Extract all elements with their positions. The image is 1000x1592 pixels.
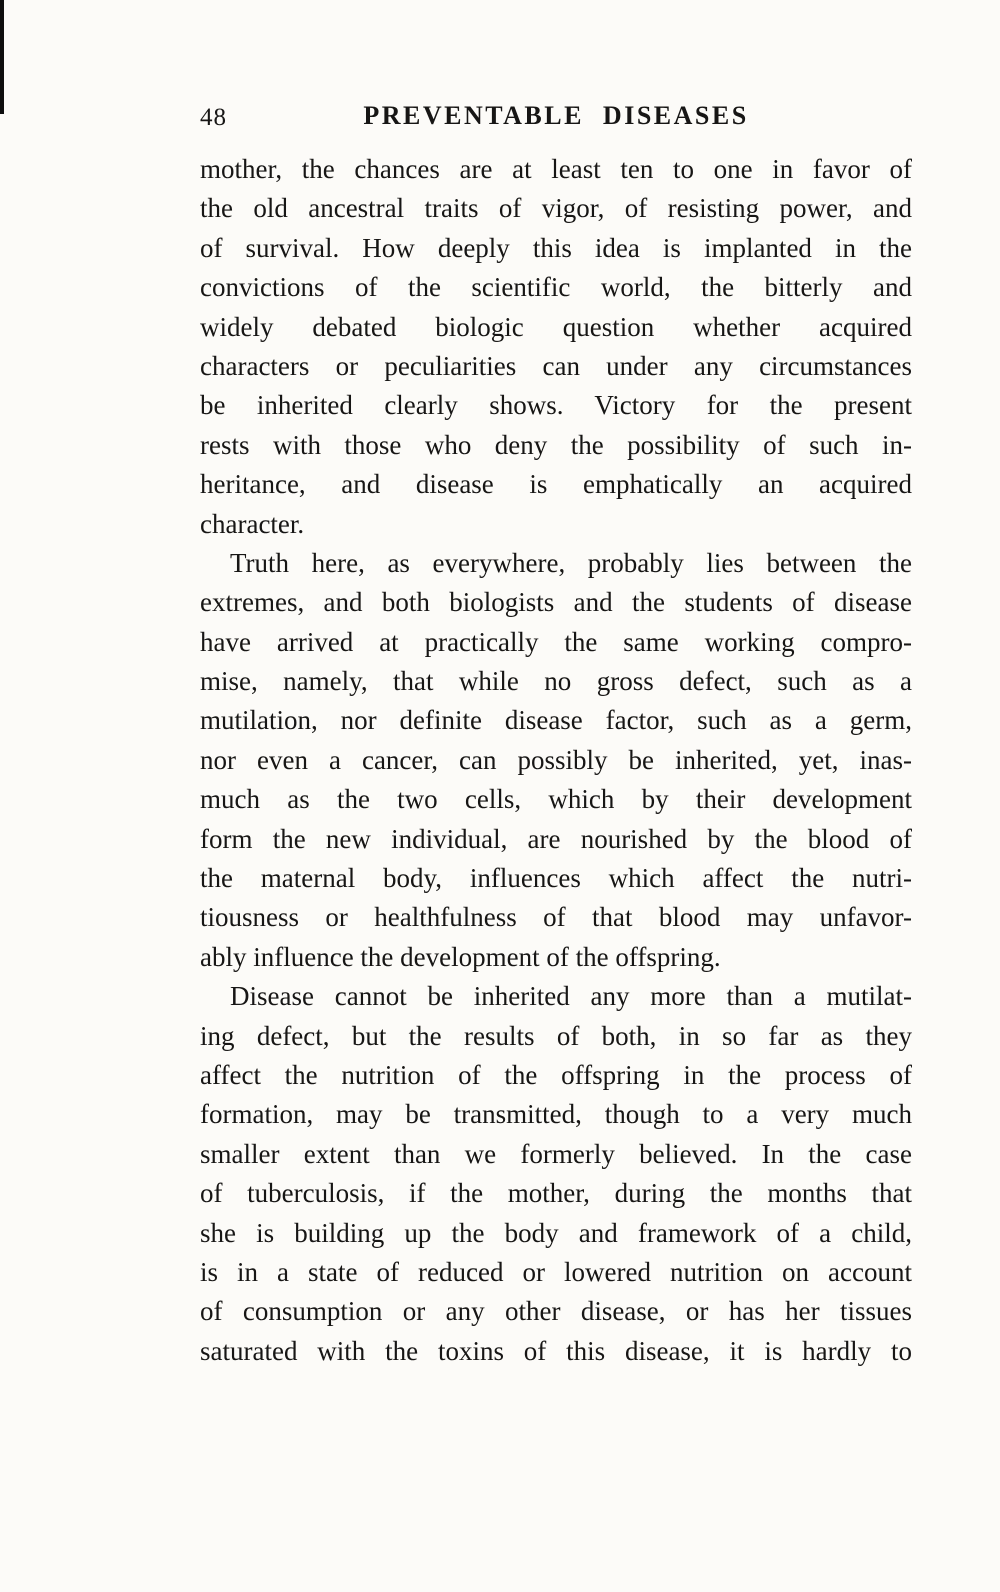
text-line: widely debated biologic question whether acquired — [200, 311, 912, 342]
text-line: extremes, and both biologists and the students of disease — [200, 587, 912, 618]
text-line: convictions of the scientific world, the bitterly and — [200, 272, 912, 303]
text-line: characters or peculiarities can under any circumstances — [200, 350, 912, 381]
text-line: saturated with the toxins of this disease, it is hardly to — [200, 1335, 912, 1366]
text-line: have arrived at practically the same working compro- — [200, 626, 912, 657]
text-line: ably influence the development of the offspring. — [200, 941, 721, 972]
text-line: form the new individual, are nourished by the blood of — [200, 823, 912, 854]
text-line: the old ancestral traits of vigor, of resisting power, and — [200, 193, 912, 224]
text-line: of consumption or any other disease, or has her tissues — [200, 1296, 912, 1327]
text-line: character. — [200, 508, 305, 539]
text-line: mise, namely, that while no gross defect, such as a — [200, 666, 912, 697]
scan-edge-artifact — [0, 0, 4, 114]
text-line: is in a state of reduced or lowered nutrition on account — [200, 1256, 912, 1287]
text-line: be inherited clearly shows. Victory for the present — [200, 390, 912, 421]
text-line: of tuberculosis, if the mother, during the months that — [200, 1178, 912, 1209]
text-line: of survival. How deeply this idea is implanted in the — [200, 232, 912, 263]
text-line: mother, the chances are at least ten to one in favor of — [200, 154, 912, 184]
text-line: rests with those who deny the possibility of such in- — [200, 429, 912, 460]
text-line: formation, may be transmitted, though to a very much — [200, 1099, 912, 1130]
page-body — [200, 150, 912, 1371]
text-line: the maternal body, influences which affect the nutri- — [200, 863, 912, 894]
running-header-title: PREVENTABLE DISEASES — [363, 101, 749, 130]
text-line: Truth here, as everywhere, probably lies between the — [230, 547, 912, 578]
text-line: nor even a cancer, can possibly be inherited, yet, inas- — [200, 744, 912, 775]
paragraph — [200, 977, 912, 1371]
paragraph — [200, 544, 912, 977]
text-line: much as the two cells, which by their development — [200, 784, 912, 815]
text-line: heritance, and disease is emphatically an acquired — [200, 469, 912, 500]
text-line: Disease cannot be inherited any more than a mutilat- — [230, 981, 912, 1012]
page-number: 48 — [200, 104, 227, 131]
text-line: ing defect, but the results of both, in so far as they — [200, 1020, 912, 1051]
text-line: smaller extent than we formerly believed. In the case — [200, 1138, 912, 1169]
text-line: tiousness or healthfulness of that blood may unfavor- — [200, 902, 912, 933]
page-header — [200, 101, 912, 137]
paragraph — [200, 150, 912, 544]
text-line: mutilation, nor definite disease factor, such as a germ, — [200, 705, 912, 736]
text-line: she is building up the body and framework of a child, — [200, 1217, 912, 1248]
text-line: affect the nutrition of the offspring in the process of — [200, 1059, 912, 1090]
